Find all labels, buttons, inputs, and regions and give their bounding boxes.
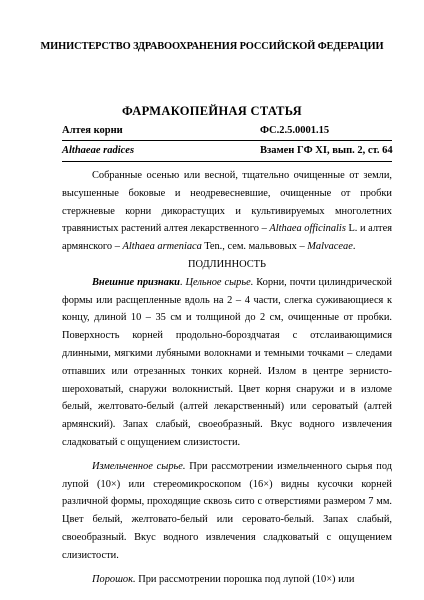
- powder-paragraph: Порошок. При рассмотрении порошка под лупой (10×) или: [92, 573, 355, 585]
- powder-label: Порошок.: [92, 573, 136, 585]
- crushed-raw-material-paragraph: Измельченное сырье. При рассмотрении измельченного сырья под лупой (10×) или стереомикроскопом (16×) видны кусочки корней различной формы, проходящие сквозь сито с отверстиями размером 7 мм. Цвет белый, желтовато-белый или серовато-белый. Запах слабый, своеобразный. Вкус водного извлечения сладковатый с ощущением слизистости.: [62, 460, 393, 561]
- article-replaces: Взамен ГФ XI, вып. 2, ст. 64: [260, 145, 393, 156]
- external-signs-label: Внешние признаки: [92, 276, 180, 288]
- whole-raw-label: Цельное сырье.: [185, 276, 254, 288]
- section-heading-authenticity: ПОДЛИННОСТЬ: [187, 258, 266, 270]
- ministry-header: МИНИСТЕРСТВО ЗДРАВООХРАНЕНИЯ РОССИЙСКОЙ ФЕДЕРАЦИИ: [40, 41, 384, 52]
- header-divider-1: [62, 140, 392, 141]
- crushed-raw-label: Измельченное сырье.: [92, 460, 186, 472]
- article-code: ФС.2.5.0001.15: [260, 125, 330, 136]
- intro-paragraph: Собранные осенью или весной, тщательно очищенные от земли, высушенные боковые и неодревесневшие, очищенные от пробки стержневые корни дикорастущих и культивируемых многолетних травянистых растений алтея лекарственного – Althaea officinalis L. и алтея армянского – Althaea armeniaca Ten., сем. мальвовых – Malvaceae.: [62, 170, 392, 253]
- article-name-latin: Althaeae radices: [62, 145, 135, 156]
- document-type-title: ФАРМАКОПЕЙНАЯ СТАТЬЯ: [122, 104, 302, 118]
- header-divider-2: [62, 161, 392, 162]
- article-body: [62, 167, 392, 588]
- article-name-ru: Алтея корни: [62, 125, 123, 136]
- whole-raw-material-paragraph: Внешние признаки. Цельное сырье. Корни, почти цилиндрической формы или расщепленные вдоль на 2 – 4 части, слегка суживающиеся к концу, длиной 10 – 35 см и толщиной до 2 см, очищенные от пробки. Поверхность корней продольно-бороздчатая с отслаивающимися длинными, мягкими лубяными волокнами и темными точками – следами отпавших или отрезанных тонких корней. Излом в центре зернисто-шероховатый, снаружи волокнистый. Цвет корня снаружи и в изломе белый, желтовато-белый (алтей лекарственный) или сероватый (алтей армянский). Запах слабый, своеобразный. Вкус водного извлечения сладковатый с ощущением слизистости.: [62, 276, 392, 448]
